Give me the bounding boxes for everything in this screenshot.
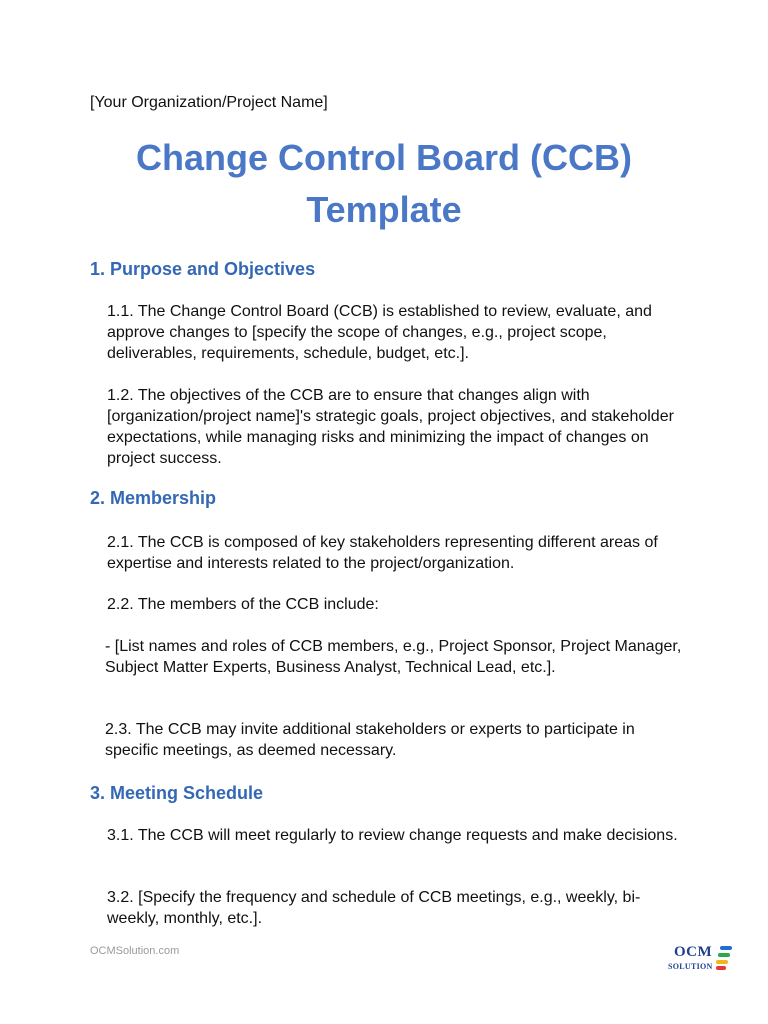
logo-subtext: SOLUTION [668, 962, 713, 971]
logo-bar [716, 966, 726, 970]
section-heading-meeting-schedule: 3. Meeting Schedule [90, 783, 264, 803]
paragraph-member-list: - [List names and roles of CCB members, e.g., Project Sponsor, Project Manager, Subject Matter Experts, Business Analyst, Technical Lead, etc.]. [105, 638, 682, 676]
document-title-line2: Template [306, 189, 462, 230]
logo-wordmark: OCM [674, 944, 713, 960]
paragraph-1-2: 1.2. The objectives of the CCB are to ensure that changes align with [organization/project name]'s strategic goals, project objectives, and stakeholder expectations, while managing risks and minimizing the impact of changes on project success. [107, 387, 674, 467]
logo-bar [718, 953, 730, 957]
organization-placeholder: [Your Organization/Project Name] [90, 94, 328, 111]
paragraph-1-1: 1.1. The Change Control Board (CCB) is established to review, evaluate, and approve changes to [specify the scope of changes, e.g., project scope, deliverables, requirements, schedule, budget, etc.]. [107, 303, 652, 362]
logo-bar [716, 960, 728, 964]
paragraph-2-2: 2.2. The members of the CCB include: [107, 596, 379, 613]
section-heading-purpose: 1. Purpose and Objectives [90, 259, 316, 279]
document-title [0, 132, 768, 236]
paragraph-3-2: 3.2. [Specify the frequency and schedule of CCB meetings, e.g., weekly, bi-weekly, monthly, etc.]. [107, 889, 641, 927]
paragraph-2-1: 2.1. The CCB is composed of key stakeholders representing different areas of expertise and interests related to the project/organization. [107, 534, 658, 572]
document-title-line1: Change Control Board (CCB) [136, 137, 632, 178]
paragraph-2-3: 2.3. The CCB may invite additional stakeholders or experts to participate in specific meetings, as deemed necessary. [105, 721, 635, 759]
logo-bar [720, 946, 732, 950]
section-heading-membership: 2. Membership [90, 488, 217, 508]
ocm-solution-logo [664, 944, 736, 976]
paragraph-3-1: 3.1. The CCB will meet regularly to review change requests and make decisions. [107, 827, 678, 844]
logo-bars-icon [716, 946, 732, 972]
footer-site-link[interactable]: OCMSolution.com [90, 945, 180, 957]
